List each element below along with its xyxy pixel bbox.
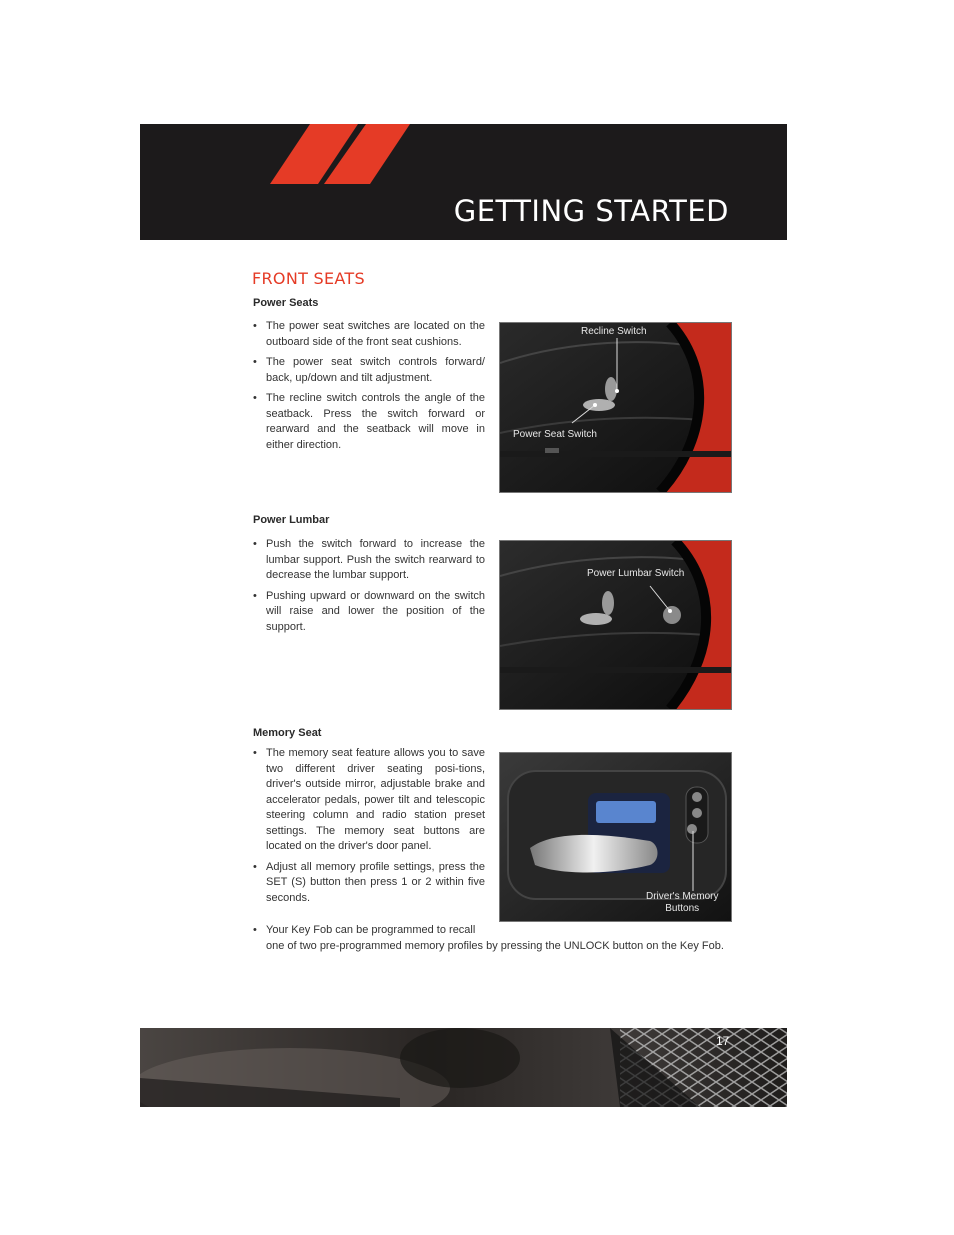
bullet-icon: • xyxy=(253,924,257,936)
list-item: • The power seat switch controls forward/ back, up/down and tilt adjustment. xyxy=(253,356,485,384)
memory-seat-last-item: • Your Key Fob can be programmed to recall one of two pre-programmed memory profiles by pressing the UNLOCK button on the Key Fob. xyxy=(253,924,724,952)
power-seat-switch-label: Power Seat Switch xyxy=(513,429,597,440)
bullet-icon: • xyxy=(253,356,257,368)
power-seats-list xyxy=(253,319,485,458)
list-item: • The power seat switches are located on the outboard side of the front seat cushions. xyxy=(253,320,485,348)
list-item: • The memory seat feature allows you to save two different driver seating posi-tions, driver's outside mirror, adjustable brake and accelerator pedals, power tilt and telescopic steering column and radio station preset settings. The memory seat buttons are located on the driver's door panel. xyxy=(253,747,485,852)
bullet-icon: • xyxy=(253,860,257,873)
bullet-icon: • xyxy=(253,320,257,332)
power-lumbar-heading: Power Lumbar xyxy=(253,514,330,526)
power-lumbar-switch-label: Power Lumbar Switch xyxy=(587,568,685,579)
list-item: • Pushing upward or downward on the switch will raise and lower the position of the support. xyxy=(253,589,485,633)
page-number: 17 xyxy=(716,1034,730,1048)
power-seat-photo xyxy=(499,322,732,493)
power-lumbar-list xyxy=(253,537,485,640)
list-item: • The recline switch controls the angle of the seatback. Press the switch forward or rearward and the seatback will move in either direction. xyxy=(253,392,485,451)
bullet-icon: • xyxy=(253,589,257,602)
list-item: • Adjust all memory profile settings, press the SET (S) button then press 1 or 2 within five seconds. xyxy=(253,860,485,904)
power-lumbar-photo xyxy=(499,540,732,710)
chapter-header xyxy=(140,124,787,240)
recline-switch-label: Recline Switch xyxy=(581,326,647,337)
list-item: • Push the switch forward to increase the lumbar support. Push the switch rearward to decrease the lumbar support. xyxy=(253,538,485,581)
chapter-title: GETTING STARTED xyxy=(453,194,729,228)
bullet-icon: • xyxy=(253,392,257,404)
bullet-icon: • xyxy=(253,538,257,550)
brand-stripes-logo xyxy=(270,124,420,184)
bullet-icon: • xyxy=(253,747,257,759)
memory-buttons-photo xyxy=(499,752,732,922)
footer-photo-band xyxy=(140,1028,787,1107)
memory-seat-list xyxy=(253,746,485,911)
power-seats-heading: Power Seats xyxy=(253,297,319,309)
section-title: FRONT SEATS xyxy=(252,269,365,288)
memory-buttons-label: Driver's Memory Buttons xyxy=(646,891,719,914)
memory-seat-heading: Memory Seat xyxy=(253,727,322,739)
